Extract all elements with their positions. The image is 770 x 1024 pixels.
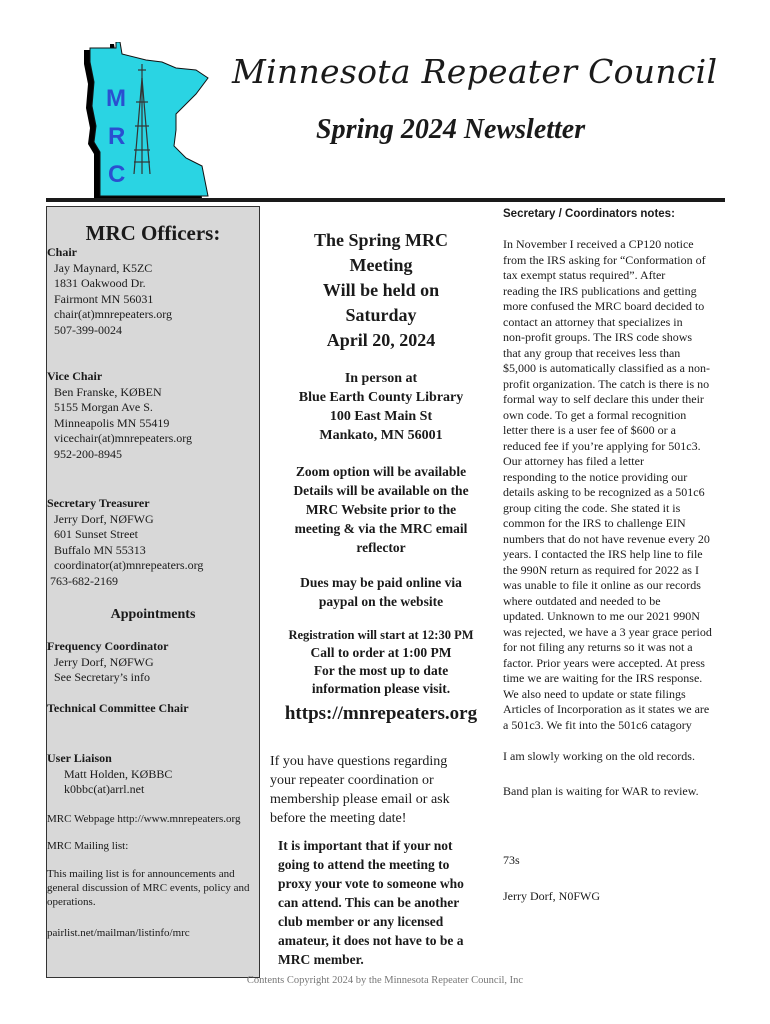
chair-line: Fairmont MN 56031 [54, 291, 154, 306]
notes-line: was rejected, we have a 3 year grace period [503, 624, 712, 639]
mailing-list-desc-line: general discussion of MRC events, policy and [47, 882, 250, 894]
proxy-line: MRC member. [278, 952, 364, 967]
proxy-line: can attend. This can be another [278, 895, 460, 910]
notes-line: letter there is a user fee of $600 or a [503, 423, 676, 437]
secretary-notes-body [503, 237, 725, 733]
proxy-line: It is important that if your not [278, 838, 453, 853]
questions-line: your repeater coordination or [270, 773, 434, 788]
notes-line: Articles of Incorporation as it states we are [503, 702, 710, 716]
notes-line: own code. To get a formal recognition [503, 407, 687, 422]
vice-chair-phone: 952-200-8945 [54, 446, 122, 461]
notes-line: for not filing any returns so it was not a [503, 640, 693, 654]
meeting-line: Will be held on [322, 280, 440, 300]
dues-line: Dues may be paid online via [300, 575, 462, 590]
officers-sidebar [46, 206, 260, 978]
vice-chair-line: Minneapolis MN 55419 [54, 415, 170, 430]
signature: Jerry Dorf, N0FWG [503, 889, 600, 903]
location-line: In person at [344, 371, 418, 386]
notes-line: details asking to be recognized as a 501c6 [503, 485, 705, 499]
questions-line: membership please email or ask [270, 792, 450, 807]
zoom-line: Zoom option will be available [295, 464, 467, 479]
notes-line: reduced fee if you’re applying for 501c3. [503, 438, 701, 453]
user-liaison-email: k0bbc(at)arrl.net [64, 782, 145, 796]
proxy-line: amateur, it does not have to be a [278, 933, 464, 948]
frequency-coordinator-title: Frequency Coordinator [47, 639, 169, 653]
notes-line: reading the IRS publications and getting [503, 283, 697, 298]
secretary-line: 601 Sunset Street [54, 527, 138, 541]
notes-line: $5,000 is automatically classified as a non- [503, 361, 710, 375]
newsletter-subtitle: Spring 2024 Newsletter [316, 114, 586, 145]
mailing-list-description [47, 867, 250, 909]
notes-line: the 990N return as required for 2022 as I [503, 562, 699, 577]
records-note: I am slowly working on the old records. [503, 749, 695, 763]
zoom-line: Details will be available on the [293, 483, 469, 498]
questions-line: before the meeting date! [270, 811, 407, 826]
secretary-block [47, 496, 203, 589]
mailing-list-url[interactable]: pairlist.net/mailman/listinfo/mrc [47, 927, 190, 939]
chair-line: 1831 Oakwood Dr. [54, 276, 146, 290]
location-line: Mankato, MN 56001 [319, 428, 443, 443]
frequency-coordinator-line: Jerry Dorf, NØFWG [54, 654, 154, 669]
copyright-footer: Contents Copyright 2024 by the Minnesota Repeater Council, Inc [246, 975, 524, 986]
order-line: information please visit. [311, 681, 451, 696]
notes-line: time we are waiting for the IRS response. [503, 671, 703, 685]
chair-block [47, 245, 172, 338]
zoom-line: MRC Website prior to the [305, 502, 457, 517]
notes-line: numbers that do not have revenue every 20 [503, 531, 710, 546]
notes-line: tax exempt status required”. After [503, 268, 666, 282]
notes-line: responding to the notice providing our [503, 469, 688, 484]
notes-line: In November I received a CP120 notice [503, 237, 694, 251]
chair-title: Chair [47, 245, 77, 259]
vice-chair-line: 5155 Morgan Ave S. [54, 400, 153, 414]
secretary-phone: 763-682-2169 [50, 573, 118, 588]
secretary-line: Buffalo MN 55313 [54, 542, 146, 557]
closing-73s: 73s [503, 853, 520, 867]
user-liaison-title: User Liaison [47, 751, 112, 765]
user-liaison-line: Matt Holden, KØBBC [64, 766, 173, 781]
newsletter-title: Minnesota Repeater Council [232, 52, 718, 91]
questions-note [270, 752, 500, 828]
meeting-location [264, 369, 498, 445]
meeting-date: April 20, 2024 [326, 330, 436, 350]
vice-chair-email: vicechair(at)mnrepeaters.org [54, 431, 193, 445]
questions-line: If you have questions regarding [270, 754, 448, 769]
notes-line: years. I contacted the IRS help line to file [503, 547, 703, 561]
header-rule [46, 198, 725, 202]
chair-line: Jay Maynard, K5ZC [54, 260, 153, 275]
vice-chair-block [47, 369, 192, 462]
order-line: Call to order at 1:00 PM [310, 645, 452, 660]
frequency-coordinator-line: See Secretary’s info [54, 670, 150, 684]
mrc-logo [76, 42, 226, 202]
notes-line: non-profit groups. The IRS code shows [503, 330, 693, 344]
officers-heading: MRC Officers: [85, 221, 221, 245]
notes-line: from the IRS asking for “Conformation of [503, 252, 706, 267]
notes-line: that any group that receives less than [503, 345, 681, 360]
proxy-line: going to attend the meeting to [278, 857, 450, 872]
chair-email: chair(at)mnrepeaters.org [54, 307, 173, 321]
chair-phone: 507-399-0024 [54, 322, 122, 337]
notes-line: contact an attorney that specializes in [503, 314, 683, 329]
notes-line: was unable to file it online as our records [503, 578, 701, 592]
notes-line: common for the IRS to challenge EIN [503, 516, 686, 530]
secretary-notes-heading: Secretary / Coordinators notes: [503, 208, 675, 220]
vice-chair-title: Vice Chair [47, 369, 103, 383]
meeting-announcement [264, 228, 498, 353]
notes-line: more confused the MRC board decided to [503, 299, 705, 313]
notes-line: group citing the code. She stated it is [503, 500, 681, 515]
zoom-info [264, 462, 498, 557]
mailing-list-title: MRC Mailing list: [47, 840, 129, 852]
proxy-line: club member or any licensed [278, 914, 444, 929]
user-liaison-block [47, 751, 172, 798]
zoom-line: reflector [356, 540, 406, 555]
secretary-line: Jerry Dorf, NØFWG [54, 511, 154, 526]
proxy-note [278, 836, 500, 969]
mailing-list-desc-line: This mailing list is for announcements and [47, 868, 235, 880]
registration-info: Registration will start at 12:30 PM [288, 628, 474, 642]
vice-chair-line: Ben Franske, KØBEN [54, 384, 162, 399]
mrc-webpage-link[interactable]: MRC Webpage http://www.mnrepeaters.org [47, 813, 241, 825]
secretary-email: coordinator(at)mnrepeaters.org [54, 558, 204, 572]
notes-line: where outdated and needed to be [503, 593, 661, 608]
notes-line: a 501c3. We fit into the 501c6 catagory [503, 717, 692, 732]
logo-letter-m: M [106, 85, 126, 112]
mailing-list-desc-line: operations. [47, 896, 96, 908]
notes-line: formal way to self declare this under their [503, 392, 704, 406]
notes-line: updated. Unknown to me our 2021 990N [503, 609, 700, 623]
order-line: For the most up to date [313, 663, 449, 678]
band-plan-note: Band plan is waiting for WAR to review. [503, 784, 699, 798]
notes-line: Our attorney has filed a letter [503, 454, 644, 468]
meeting-line: The Spring MRC [313, 230, 448, 250]
dues-line: paypal on the website [318, 594, 444, 609]
call-to-order-info [264, 644, 498, 698]
proxy-line: proxy your vote to someone who [278, 876, 464, 891]
dues-info [264, 573, 498, 611]
appointments-heading: Appointments [110, 607, 196, 622]
notes-line: factor. Prior years were accepted. At press [503, 655, 705, 670]
secretary-title: Secretary Treasurer [47, 496, 150, 510]
technical-committee-chair-title: Technical Committee Chair [47, 701, 189, 715]
location-line: Blue Earth County Library [298, 390, 464, 405]
meeting-line: Meeting [349, 255, 413, 275]
location-line: 100 East Main St [329, 409, 433, 424]
logo-letter-c: C [108, 161, 126, 188]
meeting-line: Saturday [345, 305, 417, 325]
logo-letter-r: R [108, 123, 126, 150]
zoom-line: meeting & via the MRC email [294, 521, 468, 536]
website-url-link[interactable]: https://mnrepeaters.org [284, 703, 478, 724]
notes-line: profit organization. The catch is there is no [503, 376, 710, 391]
frequency-coordinator-block [47, 639, 168, 686]
notes-line: We also need to update or state filings [503, 686, 686, 701]
